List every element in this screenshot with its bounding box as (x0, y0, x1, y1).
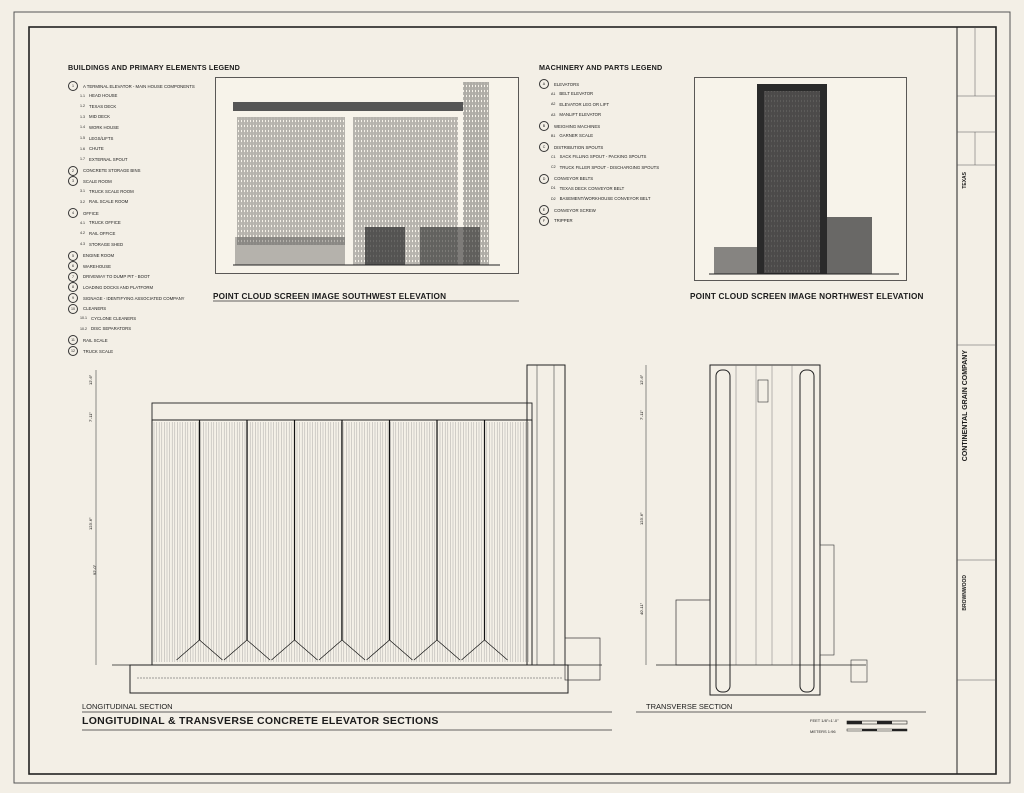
legend-item-label: BELT ELEVATOR (559, 91, 594, 96)
svg-text:7'-11": 7'-11" (639, 410, 644, 420)
legend-item-number: B (539, 121, 549, 131)
legend-item-label: BASEMENT/WORKHOUSE CONVEYOR BELT (559, 196, 651, 201)
legend-item (551, 153, 646, 161)
svg-text:92'-0": 92'-0" (92, 564, 97, 575)
legend-item (80, 219, 121, 227)
legend-item-label: ELEVATORS (554, 81, 580, 87)
svg-text:12'-6": 12'-6" (88, 374, 93, 385)
legend-item-label: RAIL SCALE (83, 337, 108, 343)
legend-item (80, 113, 110, 121)
legend-item-label: RAIL OFFICE (89, 230, 116, 236)
legend-item-number: C1 (551, 154, 556, 159)
legend-item-number: 6 (68, 261, 78, 271)
legend-item-label: LOADING DOCKS AND PLATFORM (83, 284, 154, 290)
legend-item-number: A2 (551, 102, 556, 106)
transverse-section-label: TRANSVERSE SECTION (646, 702, 733, 711)
title-block-company: CONTINENTAL GRAIN COMPANY (962, 350, 969, 462)
legend-item-label: SCALE ROOM (83, 178, 112, 184)
legend-item-number: A3 (551, 112, 556, 117)
legend-item-number: 4.2 (80, 231, 85, 236)
legend-item (551, 195, 651, 203)
legend-item (68, 282, 153, 292)
title-block-state: TEXAS (962, 172, 968, 189)
legend-item-label: TRUCK OFFICE (89, 220, 121, 226)
legend-item-number: 10.2 (80, 326, 87, 331)
legend-item (80, 123, 119, 131)
legend-item (80, 92, 117, 100)
legend-item-number: 8 (68, 282, 78, 292)
legend-item-number: 3 (68, 176, 78, 186)
svg-text:7'-11": 7'-11" (88, 412, 93, 422)
legend-item (539, 216, 573, 226)
point-cloud-southwest-image (215, 77, 519, 274)
legend-item (68, 251, 114, 261)
svg-text:123'-6": 123'-6" (88, 517, 93, 530)
legend-item-number: C2 (551, 165, 556, 169)
legend-item-label: WEIGHING MACHINES (554, 123, 601, 129)
buildings-legend-title: BUILDINGS AND PRIMARY ELEMENTS LEGEND (68, 63, 241, 72)
legend-item-number: 9 (68, 293, 78, 303)
machinery-legend-title: MACHINERY AND PARTS LEGEND (539, 63, 663, 72)
legend-item-label: A TERMINAL ELEVATOR - MAIN HOUSE COMPONENTS (83, 83, 195, 89)
legend-item (80, 134, 113, 142)
legend-item (68, 304, 106, 314)
legend-item-label: STORAGE SHED (89, 241, 124, 247)
legend-item-number: 7 (68, 272, 78, 282)
legend-item (68, 176, 112, 186)
legend-item (80, 198, 128, 206)
northwest-elevation-caption: POINT CLOUD SCREEN IMAGE NORTHWEST ELEVATION (690, 292, 924, 301)
legend-item-label: MID DECK (89, 114, 111, 120)
scale-feet-label: FEET 1/8"=1'-0" (810, 718, 839, 723)
legend-item-label: TEXAS DECK CONVEYOR BELT (559, 185, 625, 191)
longitudinal-label-underline (82, 711, 612, 713)
legend-item-label: CHUTE (89, 146, 104, 152)
longitudinal-section-label: LONGITUDINAL SECTION (82, 702, 173, 711)
legend-item-number: D2 (551, 196, 556, 201)
legend-item (80, 145, 104, 153)
legend-item (68, 166, 140, 176)
legend-item-label: EXTERNAL SPOUT (89, 156, 128, 162)
legend-item-number: 1.7 (80, 157, 85, 162)
legend-item-label: MANLIFT ELEVATOR (559, 112, 602, 117)
legend-item-number: 4 (68, 208, 78, 218)
legend-item-label: TRUCK SCALE ROOM (89, 188, 134, 194)
legend-item (80, 187, 134, 195)
legend-item-number: 10.1 (80, 316, 87, 321)
legend-item-number: 1.1 (80, 93, 85, 98)
transverse-label-underline (636, 711, 926, 713)
legend-item-label: ENGINE ROOM (83, 253, 115, 259)
legend-item-number: 1.5 (80, 136, 85, 140)
legend-item (551, 90, 593, 98)
legend-item (539, 205, 596, 215)
legend-item (68, 81, 195, 91)
legend-item (539, 142, 603, 152)
legend-item-number: 1 (68, 81, 78, 91)
legend-item-label: WORK HOUSE (89, 124, 119, 130)
title-block-city: BROWNWOOD (962, 575, 968, 611)
southwest-elevation-caption: POINT CLOUD SCREEN IMAGE SOUTHWEST ELEVATION (213, 292, 447, 301)
legend-item-number: 5 (68, 251, 78, 261)
legend-item-number: 4.3 (80, 242, 85, 246)
legend-item-number: 3.1 (80, 189, 85, 193)
point-cloud-northwest-image (694, 77, 907, 281)
legend-item (80, 325, 131, 333)
legend-item-number: A (539, 79, 549, 89)
legend-item-label: LEGS/LIFTS (89, 135, 114, 141)
legend-item (551, 163, 659, 171)
legend-item-label: DRIVEWAY TO DUMP PIT - BOOT (83, 274, 150, 280)
legend-item (68, 335, 108, 345)
legend-item-label: GARNER SCALE (559, 133, 594, 138)
legend-item-label: CONVEYOR BELTS (554, 176, 594, 181)
legend-item-number: 1.6 (80, 146, 85, 151)
legend-item-number: D1 (551, 186, 556, 190)
legend-item-number: F (539, 216, 549, 226)
legend-item (80, 314, 136, 322)
legend-item (80, 155, 128, 163)
legend-item-label: TRIPPER (554, 218, 573, 223)
legend-item-label: TRUCK SCALE (83, 348, 114, 354)
legend-item (80, 102, 116, 110)
legend-item-label: OFFICE (83, 210, 99, 216)
legend-item-label: WAREHOUSE (83, 263, 112, 269)
legend-item-label: ELEVATOR LEG OR LIFT (559, 101, 610, 107)
legend-item-number: 1.3 (80, 114, 85, 119)
legend-item-label: SIGNAGE - IDENTIFYING ASSOCIATED COMPANY (83, 295, 185, 301)
sheet-main-title: LONGITUDINAL & TRANSVERSE CONCRETE ELEVATOR SECTIONS (82, 715, 439, 727)
legend-item-label: SACK FILLING SPOUT - PACKING SPOUTS (559, 154, 647, 159)
legend-item-label: CONVEYOR SCREW (554, 207, 596, 213)
legend-item (551, 132, 593, 140)
legend-item-label: RAIL SCALE ROOM (89, 199, 129, 205)
legend-item-number: 3.2 (80, 199, 85, 204)
scale-meters-label: METERS 1:96 (810, 729, 836, 734)
legend-item-number: 12 (68, 346, 78, 356)
scale-bar (845, 716, 915, 736)
legend-item-label: CYCLONE CLEANERS (91, 315, 137, 321)
legend-item (551, 111, 601, 119)
legend-item (539, 174, 593, 184)
legend-item-number: D (539, 174, 549, 184)
longitudinal-section-drawing (82, 360, 607, 700)
legend-item (68, 261, 111, 271)
legend-item (551, 184, 624, 192)
legend-item-number: B1 (551, 133, 556, 138)
legend-item-number: 11 (68, 335, 78, 345)
legend-item-number: 1.2 (80, 104, 85, 109)
legend-item-label: CONCRETE STORAGE BINS (83, 168, 141, 174)
main-title-underline (82, 729, 612, 731)
legend-item-number: 4.1 (80, 220, 85, 225)
legend-item (80, 229, 115, 237)
legend-item (68, 293, 185, 303)
legend-item (551, 100, 609, 108)
legend-item-number: C (539, 142, 549, 152)
legend-item-label: CLEANERS (83, 306, 107, 312)
legend-item-number: 2 (68, 166, 78, 176)
legend-item-label: DISTRIBUTION SPOUTS (554, 144, 604, 150)
legend-item (539, 121, 600, 131)
svg-text:12'-6": 12'-6" (639, 374, 644, 385)
legend-item-number: A1 (551, 91, 556, 96)
legend-item-label: TEXAS DECK (89, 103, 117, 109)
transverse-section-drawing (636, 360, 876, 700)
legend-item (68, 346, 113, 356)
svg-text:40'-11": 40'-11" (639, 602, 644, 615)
legend-item (68, 208, 99, 218)
legend-item-label: DISC SEPARATORS (91, 326, 132, 332)
legend-item-label: HEAD HOUSE (89, 93, 118, 99)
legend-item-number: 10 (68, 304, 78, 314)
southwest-caption-underline (213, 300, 519, 302)
legend-item-number: 1.4 (80, 125, 85, 130)
legend-item-number: E (539, 205, 549, 215)
legend-item (539, 79, 579, 89)
legend-item (80, 240, 123, 248)
legend-item-label: TRUCK FILLER SPOUT - DISCHARGING SPOUTS (559, 164, 660, 170)
svg-text:123'-6": 123'-6" (639, 512, 644, 525)
legend-item (68, 272, 150, 282)
